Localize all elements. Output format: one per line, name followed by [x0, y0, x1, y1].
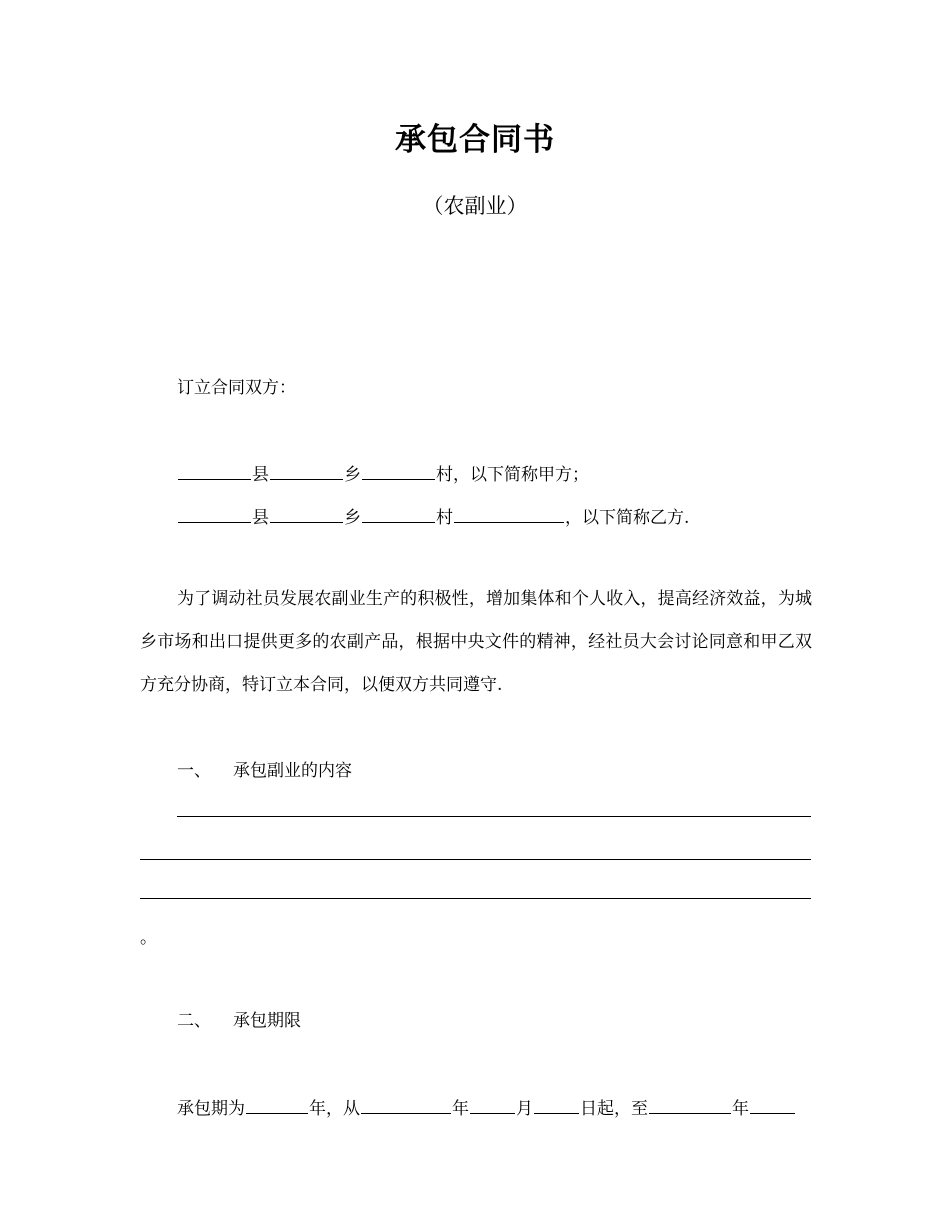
preamble-paragraph: 为了调动社员发展农副业生产的积极性，增加集体和个人收入，提高经济效益，为城乡市场和出口提供更多的农副产品，根据中央文件的精神，经社员大会讨论同意和甲乙双方充分协商，特订立本合同，以便双方共同遵守. [140, 589, 812, 695]
term-year-from: 年，从 [309, 1099, 360, 1119]
section-title: 承包副业的内容 [233, 761, 352, 781]
party-b-suffix: ，以下简称乙方. [565, 508, 690, 528]
township-blank[interactable] [270, 504, 343, 523]
term-prefix: 承包期为 [177, 1099, 245, 1119]
county-label: 县 [252, 508, 269, 528]
village-label: 村 [436, 508, 453, 528]
term-year: 年 [452, 1099, 469, 1119]
term-day-until: 日起，至 [580, 1099, 648, 1119]
document-title: 承包合同书 [395, 122, 555, 158]
party-b-line [177, 504, 689, 530]
term-line [177, 1095, 796, 1121]
name-blank[interactable] [454, 504, 564, 523]
end-month-blank[interactable] [750, 1095, 795, 1114]
section-number: 一、 [177, 761, 211, 781]
village-blank[interactable] [362, 461, 435, 480]
township-label: 乡 [344, 508, 361, 528]
content-blank-line-2[interactable] [140, 859, 811, 860]
start-year-blank[interactable] [361, 1095, 451, 1114]
start-month-blank[interactable] [470, 1095, 515, 1114]
term-year-end: 年 [732, 1099, 749, 1119]
content-blank-line-3[interactable] [140, 898, 811, 899]
village-label: 村，以下简称甲方； [436, 465, 589, 485]
term-month: 月 [516, 1099, 533, 1119]
county-blank[interactable] [178, 504, 251, 523]
section-2-heading [177, 1009, 301, 1033]
section-1-heading [177, 759, 352, 783]
party-a-line [177, 461, 589, 487]
township-label: 乡 [344, 465, 361, 485]
start-day-blank[interactable] [534, 1095, 579, 1114]
parties-intro: 订立合同双方： [177, 378, 296, 398]
years-blank[interactable] [246, 1095, 308, 1114]
township-blank[interactable] [270, 461, 343, 480]
county-blank[interactable] [178, 461, 251, 480]
document-subtitle: （农副业） [422, 194, 528, 218]
section-title: 承包期限 [233, 1011, 301, 1031]
end-year-blank[interactable] [649, 1095, 731, 1114]
content-blank-line-1[interactable] [177, 816, 811, 817]
county-label: 县 [252, 465, 269, 485]
section-1-end-mark: 。 [140, 928, 157, 948]
section-number: 二、 [177, 1011, 211, 1031]
village-blank[interactable] [362, 504, 435, 523]
